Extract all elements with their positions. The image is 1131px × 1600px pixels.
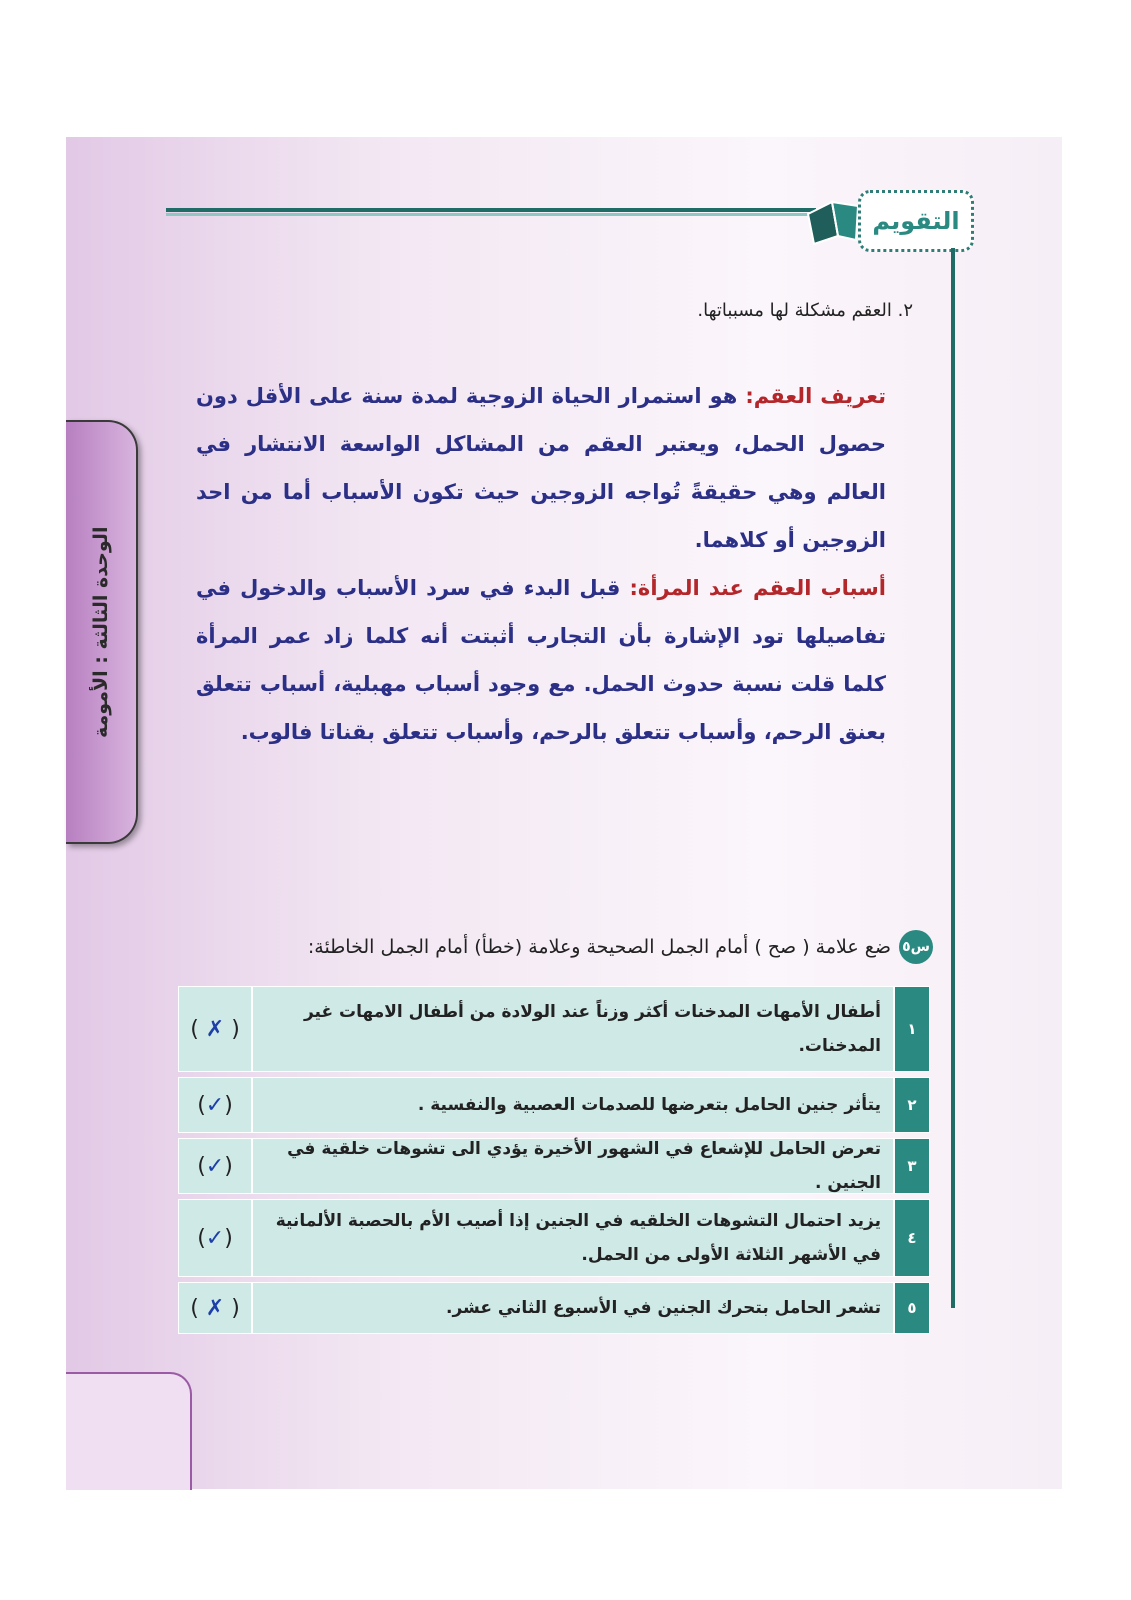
body-paragraph xyxy=(196,372,886,756)
check-icon: ✓ xyxy=(205,1092,225,1118)
unit-side-tab-label: الوحدة الثالثة : الأمومة xyxy=(90,526,112,738)
check-icon: ✓ xyxy=(205,1153,225,1179)
margin-rule xyxy=(951,248,955,1308)
row-answer: ( ✓ ) xyxy=(178,1077,252,1133)
exercise-instruction-row xyxy=(233,930,933,964)
row-answer: ( ✗ ) xyxy=(178,986,252,1072)
header-rule xyxy=(166,208,816,212)
causes-label: أسباب العقم عند المرأة: xyxy=(629,576,886,600)
row-statement: أطفال الأمهات المدخنات أكثر وزناً عند الولادة من أطفال الامهات غير المدخنات. xyxy=(252,986,894,1072)
table-row xyxy=(178,1138,930,1194)
row-answer: ( ✓ ) xyxy=(178,1199,252,1277)
header-rule-light xyxy=(166,213,816,216)
row-statement: يتأثر جنين الحامل بتعرضها للصدمات العصبية والنفسية . xyxy=(252,1077,894,1133)
table-row xyxy=(178,986,930,1072)
unit-side-tab xyxy=(66,420,138,844)
exercise-instruction: ضع علامة ( صح ) أمام الجمل الصحيحة وعلامة (خطأ) أمام الجمل الخاطئة: xyxy=(307,936,891,958)
check-icon: ✓ xyxy=(205,1225,225,1251)
row-number: ٥ xyxy=(894,1282,930,1334)
table-row xyxy=(178,1282,930,1334)
definition-text: هو استمرار الحياة الزوجية لمدة سنة على الأقل دون حصول الحمل، ويعتبر العقم من المشاكل الواسعة الانتشار في العالم وهي حقيقةً تُواجه الزوجين حيث تكون الأسباب أما من احد الزوجين أو كلاهما. xyxy=(196,384,886,552)
row-number: ٢ xyxy=(894,1077,930,1133)
cross-icon: ✗ xyxy=(205,1016,225,1042)
table-row xyxy=(178,1077,930,1133)
book-icon xyxy=(804,196,864,246)
row-answer: ( ✓ ) xyxy=(178,1138,252,1194)
row-statement: تشعر الحامل بتحرك الجنين في الأسبوع الثاني عشر. xyxy=(252,1282,894,1334)
table-row xyxy=(178,1199,930,1277)
row-number: ١ xyxy=(894,986,930,1072)
row-number: ٤ xyxy=(894,1199,930,1277)
row-number: ٣ xyxy=(894,1138,930,1194)
true-false-table xyxy=(178,986,930,1339)
row-statement: يزيد احتمال التشوهات الخلقيه في الجنين إذا أصيب الأم بالحصبة الألمانية في الأشهر الثلاثة الأولى من الحمل. xyxy=(252,1199,894,1277)
row-statement: تعرض الحامل للإشعاع في الشهور الأخيرة يؤدي الى تشوهات خلقية في الجنين . xyxy=(252,1138,894,1194)
question-badge: س٥ xyxy=(899,930,933,964)
causes-text: قبل البدء في سرد الأسباب والدخول في تفاصيلها تود الإشارة بأن التجارب أثبتت أنه كلما زاد عمر المرأة كلما قلت نسبة حدوث الحمل. مع وجود أسباب مهبلية، أسباب تتعلق بعنق الرحم، وأسباب تتعلق بالرحم، وأسباب تتعلق بقناتا فالوب. xyxy=(196,576,886,744)
cross-icon: ✗ xyxy=(205,1295,225,1321)
question-heading: ٢. العقم مشكلة لها مسبباتها. xyxy=(697,300,913,321)
row-answer: ( ✗ ) xyxy=(178,1282,252,1334)
section-title: التقويم xyxy=(858,190,974,252)
definition-label: تعريف العقم: xyxy=(745,384,886,408)
page-corner-tab xyxy=(66,1372,192,1490)
